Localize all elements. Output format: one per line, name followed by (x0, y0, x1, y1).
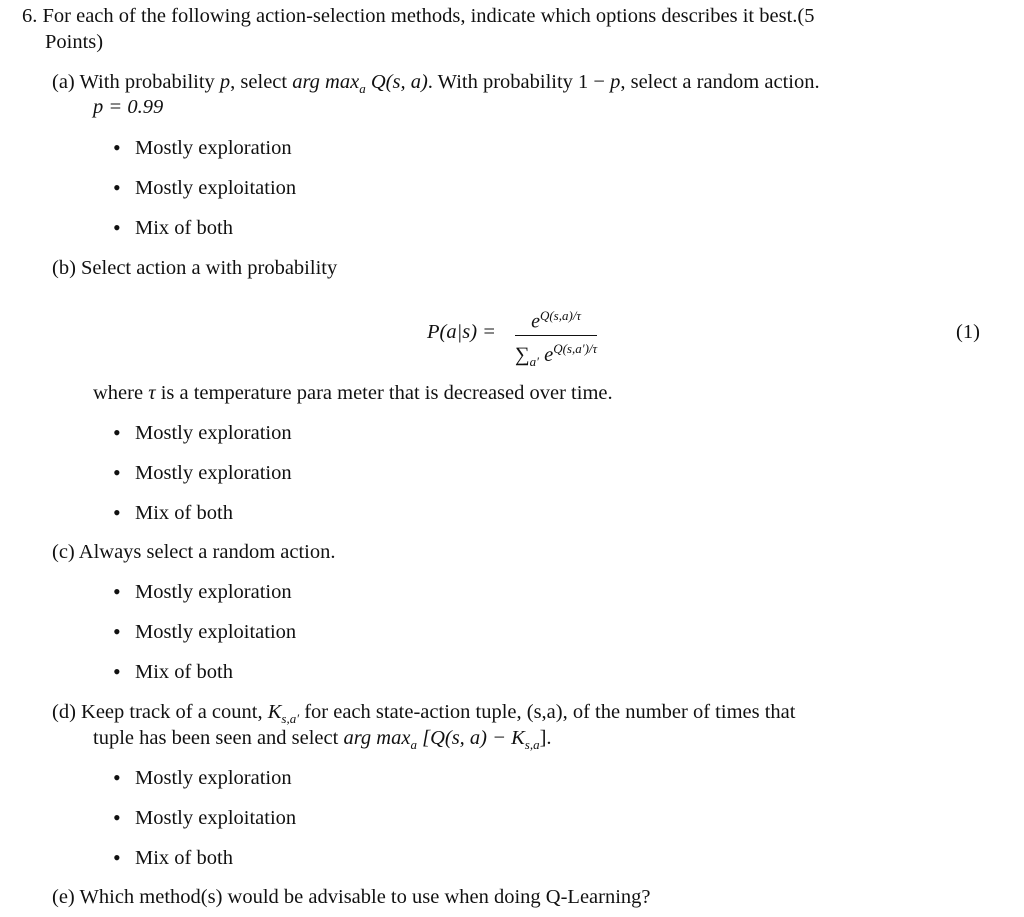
where-text (93, 381, 613, 405)
part-text: Keep track of a count, (81, 701, 268, 723)
formula-lhs: P(a|s) = (427, 321, 496, 343)
option (113, 580, 292, 604)
option (113, 846, 233, 870)
p-value: p = 0.99 (93, 96, 164, 118)
option-label: Mostly exploitation (135, 621, 297, 643)
part-text: , select (230, 71, 293, 93)
math-sum: ∑ (515, 343, 530, 366)
question-number: 6. (22, 5, 38, 27)
math-q: Q(s, a) (365, 71, 428, 93)
math-expr-end: ]. (539, 727, 552, 749)
part-b (52, 256, 337, 280)
option-label: Mostly exploration (135, 581, 292, 603)
part-text: where (93, 382, 149, 404)
part-label: (c) (52, 541, 75, 563)
question-header (22, 4, 814, 28)
math-p: p (610, 71, 621, 93)
part-text: for each state-action tuple, (s,a), of the number of times that (299, 701, 796, 723)
part-d-cont (93, 726, 552, 757)
part-text: Always select a random action. (78, 541, 336, 563)
equation-number: (1) (956, 321, 980, 343)
math-exp: Q(s,a′)/τ (553, 340, 598, 356)
math-sub: s,a′ (281, 711, 300, 727)
math-argmax: arg max (292, 71, 360, 93)
option-label: Mostly exploitation (135, 807, 297, 829)
option-label: Mix of both (135, 502, 233, 524)
math-expr: [Q(s, a) − K (416, 727, 525, 749)
option (113, 660, 233, 684)
option (113, 806, 296, 830)
part-label: (d) (52, 701, 76, 723)
part-c (52, 540, 336, 564)
option-label: Mix of both (135, 847, 233, 869)
part-text: is a temperature para meter that is decreased over time. (155, 382, 613, 404)
math-argmax: arg max (343, 727, 411, 749)
part-text: tuple has been seen and select (93, 727, 344, 749)
question-text: For each of the following action-selection methods, indicate which options describes it best.(5 (42, 5, 815, 27)
part-a (52, 70, 820, 101)
math-k: K (267, 701, 282, 723)
option-label: Mostly exploration (135, 462, 292, 484)
math-p: p (219, 71, 231, 93)
formula-fraction (515, 303, 597, 375)
option (113, 620, 296, 644)
question-text-cont: Points) (45, 31, 104, 53)
option (113, 176, 296, 200)
part-e (52, 885, 651, 909)
math-tau: τ (148, 382, 156, 404)
part-text: Which method(s) would be advisable to use when doing Q-Learning? (79, 886, 651, 908)
option-label: Mix of both (135, 661, 233, 683)
option-label: Mostly exploration (135, 767, 292, 789)
part-text: . With probability 1 − (427, 71, 611, 93)
part-label: (a) (52, 71, 75, 93)
formula-denominator (515, 336, 597, 375)
math-sub: a (410, 737, 417, 753)
option-label: Mostly exploitation (135, 177, 297, 199)
option-label: Mostly exploration (135, 422, 292, 444)
option (113, 766, 292, 790)
option (113, 216, 233, 240)
part-text: Select action a with probability (81, 257, 338, 279)
math-e: e (531, 310, 540, 333)
part-label: (e) (52, 886, 75, 908)
math-sub: a′ (529, 353, 539, 369)
part-text: , select a random action. (620, 71, 820, 93)
option (113, 136, 292, 160)
math-sub: s,a (524, 737, 540, 753)
math-e: e (538, 343, 554, 366)
part-text: With probability (79, 71, 220, 93)
option (113, 461, 292, 485)
option (113, 421, 292, 445)
formula-numerator (515, 303, 597, 336)
option (113, 501, 233, 525)
option-label: Mostly exploration (135, 137, 292, 159)
math-exp: Q(s,a)/τ (539, 308, 582, 323)
part-label: (b) (52, 257, 76, 279)
math-sub: a (359, 81, 366, 97)
option-label: Mix of both (135, 217, 233, 239)
